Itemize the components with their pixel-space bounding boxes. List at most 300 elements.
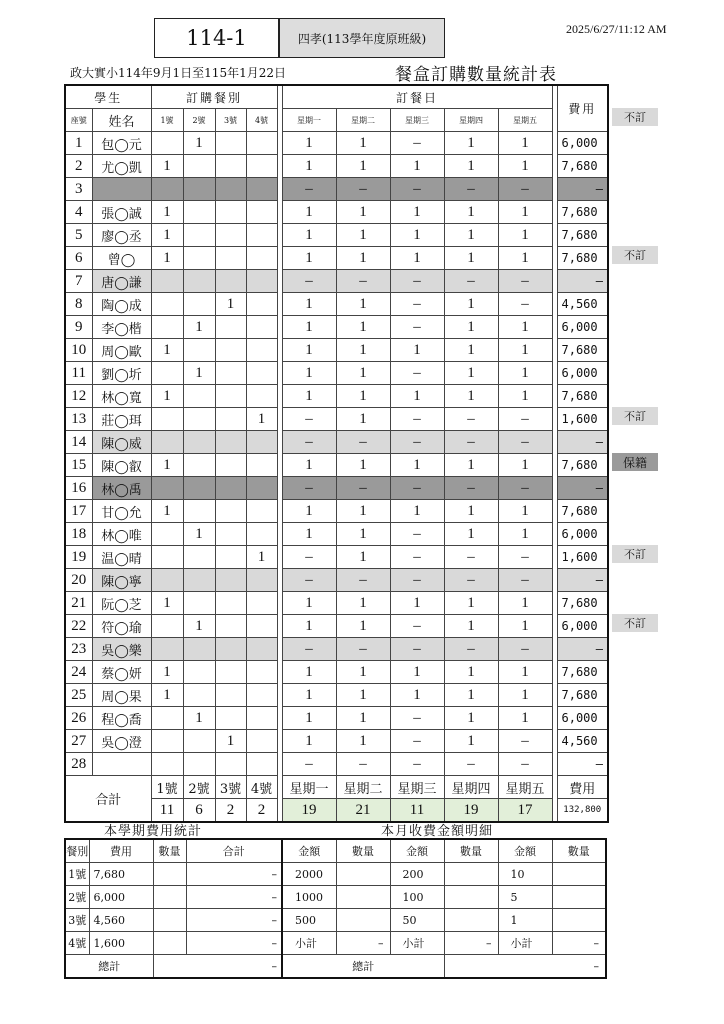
meal-type-1-cell: 1 <box>151 247 183 270</box>
day-1-cell: 1 <box>282 316 336 339</box>
meal-type-1-cell <box>151 546 183 569</box>
day-5-cell: 1 <box>498 201 552 224</box>
pay-amount: 小計 <box>390 932 444 955</box>
day-5-cell: 1 <box>498 684 552 707</box>
day-3-cell: – <box>390 477 444 500</box>
student-name: 蔡◯妍 <box>92 661 151 684</box>
stats-row <box>65 863 282 886</box>
seat-number: 12 <box>65 385 92 408</box>
day-5-cell: – <box>498 270 552 293</box>
meal-type-1-cell: 1 <box>151 224 183 247</box>
row-note: 不訂 <box>612 614 658 632</box>
day-5-cell: 1 <box>498 592 552 615</box>
day-monday-header: 星期一 <box>282 109 336 132</box>
day-3-cell: – <box>390 132 444 155</box>
day-5-cell: – <box>498 408 552 431</box>
meal-type-3-cell <box>215 546 246 569</box>
meal-type-4-cell <box>246 684 277 707</box>
seat-number: 22 <box>65 615 92 638</box>
fee-header: 費用 <box>557 85 608 132</box>
day-3-cell: – <box>390 569 444 592</box>
meal-type-3-cell <box>215 178 246 201</box>
meal-type-4-cell <box>246 224 277 247</box>
stats-grand-label: 總計 <box>65 955 153 979</box>
meal-type-1-cell <box>151 316 183 339</box>
meal-type-3-cell <box>215 362 246 385</box>
meal-type-1-cell <box>151 569 183 592</box>
meal-type-3-cell <box>215 615 246 638</box>
meal-type-3-cell <box>215 454 246 477</box>
day-3-cell: 1 <box>390 592 444 615</box>
day-1-cell: 1 <box>282 247 336 270</box>
student-row <box>65 546 608 569</box>
meal-type-3-cell: 1 <box>215 293 246 316</box>
meal-type-1-cell <box>151 270 183 293</box>
student-name: 曾◯ <box>92 247 151 270</box>
day-5-cell: – <box>498 753 552 776</box>
meal-type-1-cell <box>151 730 183 753</box>
student-name: 廖◯丞 <box>92 224 151 247</box>
day-2-cell: 1 <box>336 523 390 546</box>
day-4-cell: 1 <box>444 523 498 546</box>
day-1-cell: 1 <box>282 454 336 477</box>
stats-type: 3號 <box>65 909 89 932</box>
day-1-cell: 1 <box>282 592 336 615</box>
meal-type-3-cell <box>215 385 246 408</box>
meal-type-3-cell <box>215 316 246 339</box>
pay-qty <box>444 909 498 932</box>
total-meal-1-count: 11 <box>151 799 183 823</box>
meal-type-2-cell <box>183 730 215 753</box>
meal-type-4-cell <box>246 316 277 339</box>
pay-header-qty: 數量 <box>444 839 498 863</box>
pay-qty <box>444 863 498 886</box>
meal-type-4-cell <box>246 592 277 615</box>
pay-header-qty: 數量 <box>552 839 606 863</box>
total-day-2-label: 星期二 <box>336 776 390 799</box>
meal-type-4-cell: 1 <box>246 546 277 569</box>
meal-type-2-header: 2號 <box>183 109 215 132</box>
day-1-cell: – <box>282 408 336 431</box>
seat-number: 24 <box>65 661 92 684</box>
day-4-cell: 1 <box>444 615 498 638</box>
fee-cell: 7,680 <box>557 339 608 362</box>
meal-type-3-cell <box>215 569 246 592</box>
student-row <box>65 362 608 385</box>
day-4-cell: 1 <box>444 500 498 523</box>
meal-type-2-cell <box>183 270 215 293</box>
day-4-cell: – <box>444 753 498 776</box>
day-3-cell: – <box>390 316 444 339</box>
fee-cell: – <box>557 638 608 661</box>
day-3-cell: – <box>390 362 444 385</box>
seat-number: 14 <box>65 431 92 454</box>
stats-type: 1號 <box>65 863 89 886</box>
meal-type-2-cell <box>183 500 215 523</box>
meal-type-2-cell: 1 <box>183 523 215 546</box>
day-1-cell: 1 <box>282 707 336 730</box>
meal-type-1-cell: 1 <box>151 500 183 523</box>
seat-number: 7 <box>65 270 92 293</box>
seat-number: 6 <box>65 247 92 270</box>
seat-number: 16 <box>65 477 92 500</box>
day-3-cell: – <box>390 707 444 730</box>
day-4-cell: 1 <box>444 385 498 408</box>
day-1-cell: – <box>282 546 336 569</box>
payment-row <box>282 863 606 886</box>
meal-type-1-cell: 1 <box>151 385 183 408</box>
day-1-cell: 1 <box>282 293 336 316</box>
meal-type-4-cell <box>246 293 277 316</box>
day-2-cell: – <box>336 753 390 776</box>
day-5-cell: – <box>498 638 552 661</box>
meal-type-2-cell <box>183 247 215 270</box>
meal-type-4-cell <box>246 454 277 477</box>
day-1-cell: – <box>282 753 336 776</box>
student-name: 阮◯芝 <box>92 592 151 615</box>
meal-type-2-cell <box>183 546 215 569</box>
meal-type-1-cell <box>151 707 183 730</box>
day-wednesday-header: 星期三 <box>390 109 444 132</box>
student-row <box>65 201 608 224</box>
student-row <box>65 339 608 362</box>
seat-number: 17 <box>65 500 92 523</box>
row-note: 保籍 <box>612 453 658 471</box>
stats-fee: 7,680 <box>89 863 153 886</box>
fee-cell: 7,680 <box>557 592 608 615</box>
stats-fee: 6,000 <box>89 886 153 909</box>
day-1-cell: – <box>282 638 336 661</box>
meal-type-3-header: 3號 <box>215 109 246 132</box>
day-5-cell: 1 <box>498 707 552 730</box>
student-row <box>65 615 608 638</box>
stats-qty <box>153 863 186 886</box>
meal-type-2-cell <box>183 477 215 500</box>
day-4-cell: 1 <box>444 661 498 684</box>
day-3-cell: – <box>390 431 444 454</box>
meal-type-4-cell <box>246 569 277 592</box>
meal-type-3-cell <box>215 247 246 270</box>
student-name: 劉◯圻 <box>92 362 151 385</box>
day-2-cell: 1 <box>336 707 390 730</box>
fee-cell: 7,680 <box>557 201 608 224</box>
pay-amount: 5 <box>498 886 552 909</box>
pay-qty: – <box>444 932 498 955</box>
day-2-cell: 1 <box>336 293 390 316</box>
student-name: 張◯誠 <box>92 201 151 224</box>
student-row <box>65 270 608 293</box>
fee-cell: 7,680 <box>557 247 608 270</box>
payment-row <box>282 886 606 909</box>
total-meal-2-label: 2號 <box>183 776 215 799</box>
meal-type-1-cell: 1 <box>151 661 183 684</box>
day-2-cell: 1 <box>336 132 390 155</box>
student-name: 尤◯凱 <box>92 155 151 178</box>
order-day-header: 訂餐日 <box>282 85 552 109</box>
meal-type-2-cell <box>183 155 215 178</box>
fee-cell: 6,000 <box>557 615 608 638</box>
meal-type-4-cell <box>246 523 277 546</box>
stats-header-qty: 數量 <box>153 839 186 863</box>
pay-grand-label: 總計 <box>282 955 444 979</box>
meal-type-4-cell <box>246 730 277 753</box>
day-2-cell: 1 <box>336 730 390 753</box>
meal-type-2-cell <box>183 569 215 592</box>
meal-type-4-cell <box>246 178 277 201</box>
day-5-cell: 1 <box>498 661 552 684</box>
pay-amount: 100 <box>390 886 444 909</box>
student-row <box>65 500 608 523</box>
day-4-cell: 1 <box>444 201 498 224</box>
pay-amount: 1000 <box>282 886 336 909</box>
pay-amount: 2000 <box>282 863 336 886</box>
meal-type-1-cell <box>151 615 183 638</box>
semester-stats-table <box>64 838 283 979</box>
day-4-cell: – <box>444 431 498 454</box>
stats-fee: 1,600 <box>89 932 153 955</box>
student-row <box>65 155 608 178</box>
student-row <box>65 707 608 730</box>
meal-type-1-cell: 1 <box>151 155 183 178</box>
meal-type-1-cell: 1 <box>151 201 183 224</box>
meal-type-2-cell <box>183 592 215 615</box>
day-2-cell: – <box>336 178 390 201</box>
stats-header-type: 餐別 <box>65 839 89 863</box>
meal-type-3-cell <box>215 592 246 615</box>
day-2-cell: 1 <box>336 500 390 523</box>
day-tuesday-header: 星期二 <box>336 109 390 132</box>
day-5-cell: – <box>498 477 552 500</box>
total-label: 合計 <box>65 776 151 823</box>
pay-amount: 小計 <box>498 932 552 955</box>
seat-number: 2 <box>65 155 92 178</box>
day-5-cell: – <box>498 730 552 753</box>
meal-type-2-cell <box>183 661 215 684</box>
stats-row <box>65 932 282 955</box>
student-row <box>65 523 608 546</box>
student-row <box>65 385 608 408</box>
meal-type-1-cell <box>151 753 183 776</box>
seat-number: 11 <box>65 362 92 385</box>
day-4-cell: 1 <box>444 293 498 316</box>
day-4-cell: – <box>444 477 498 500</box>
pay-qty: – <box>336 932 390 955</box>
day-3-cell: 1 <box>390 247 444 270</box>
day-friday-header: 星期五 <box>498 109 552 132</box>
seat-number: 21 <box>65 592 92 615</box>
meal-type-4-cell <box>246 615 277 638</box>
student-row <box>65 638 608 661</box>
stats-qty <box>153 909 186 932</box>
day-3-cell: 1 <box>390 385 444 408</box>
meal-type-2-cell <box>183 638 215 661</box>
total-day-1-label: 星期一 <box>282 776 336 799</box>
day-5-cell: 1 <box>498 224 552 247</box>
seat-number: 9 <box>65 316 92 339</box>
meal-type-4-cell <box>246 339 277 362</box>
total-meal-4-label: 4號 <box>246 776 277 799</box>
stats-qty <box>153 886 186 909</box>
day-thursday-header: 星期四 <box>444 109 498 132</box>
day-3-cell: – <box>390 270 444 293</box>
meal-type-1-cell <box>151 431 183 454</box>
payment-row <box>282 909 606 932</box>
day-1-cell: 1 <box>282 362 336 385</box>
student-row <box>65 592 608 615</box>
student-name: 吳◯樂 <box>92 638 151 661</box>
stats-header-fee: 費用 <box>89 839 153 863</box>
day-3-cell: – <box>390 546 444 569</box>
student-row <box>65 730 608 753</box>
student-row <box>65 247 608 270</box>
stats-qty <box>153 932 186 955</box>
stats-type: 2號 <box>65 886 89 909</box>
day-1-cell: 1 <box>282 730 336 753</box>
stats-total: – <box>186 932 282 955</box>
grade-label: 四孝(113學年度原班級) <box>279 18 445 58</box>
pay-amount: 500 <box>282 909 336 932</box>
pay-qty <box>552 863 606 886</box>
meal-type-4-cell <box>246 362 277 385</box>
meal-type-3-cell <box>215 500 246 523</box>
day-4-cell: 1 <box>444 592 498 615</box>
meal-type-3-cell <box>215 684 246 707</box>
day-3-cell: – <box>390 753 444 776</box>
sheet-title: 餐盒訂購數量統計表 <box>395 65 557 85</box>
day-3-cell: 1 <box>390 661 444 684</box>
day-2-cell: 1 <box>336 592 390 615</box>
day-2-cell: – <box>336 569 390 592</box>
class-code: 114-1 <box>154 18 279 58</box>
day-1-cell: 1 <box>282 132 336 155</box>
day-2-cell: – <box>336 638 390 661</box>
meal-type-4-header: 4號 <box>246 109 277 132</box>
day-2-cell: – <box>336 270 390 293</box>
row-note: 不訂 <box>612 108 658 126</box>
total-day-5-label: 星期五 <box>498 776 552 799</box>
student-row <box>65 316 608 339</box>
day-4-cell: 1 <box>444 362 498 385</box>
pay-header-amount: 金額 <box>498 839 552 863</box>
day-1-cell: – <box>282 477 336 500</box>
seat-number: 25 <box>65 684 92 707</box>
day-5-cell: 1 <box>498 339 552 362</box>
fee-cell: 4,560 <box>557 293 608 316</box>
day-2-cell: 1 <box>336 224 390 247</box>
day-3-cell: – <box>390 615 444 638</box>
day-2-cell: 1 <box>336 661 390 684</box>
day-4-cell: 1 <box>444 316 498 339</box>
fee-cell: 7,680 <box>557 454 608 477</box>
meal-type-3-cell <box>215 224 246 247</box>
total-day-1-count: 19 <box>282 799 336 823</box>
fee-cell: 6,000 <box>557 132 608 155</box>
student-name: 吳◯澄 <box>92 730 151 753</box>
fee-cell: 7,680 <box>557 385 608 408</box>
meal-type-2-cell <box>183 224 215 247</box>
day-5-cell: 1 <box>498 454 552 477</box>
day-2-cell: – <box>336 431 390 454</box>
fee-cell: 6,000 <box>557 362 608 385</box>
stats-total: – <box>186 886 282 909</box>
student-name: 唐◯謙 <box>92 270 151 293</box>
meal-type-2-cell: 1 <box>183 132 215 155</box>
meal-type-3-cell <box>215 753 246 776</box>
student-name <box>92 753 151 776</box>
order-type-header: 訂購餐別 <box>151 85 277 109</box>
student-name: 陳◯威 <box>92 431 151 454</box>
day-4-cell: 1 <box>444 247 498 270</box>
day-3-cell: 1 <box>390 155 444 178</box>
student-name: 莊◯珥 <box>92 408 151 431</box>
meal-type-2-cell <box>183 408 215 431</box>
day-5-cell: 1 <box>498 155 552 178</box>
meal-type-2-cell <box>183 293 215 316</box>
pay-amount: 50 <box>390 909 444 932</box>
day-2-cell: 1 <box>336 454 390 477</box>
meal-type-4-cell <box>246 201 277 224</box>
meal-type-2-cell <box>183 339 215 362</box>
day-3-cell: – <box>390 178 444 201</box>
seat-number: 23 <box>65 638 92 661</box>
seat-number: 5 <box>65 224 92 247</box>
row-note: 不訂 <box>612 246 658 264</box>
day-2-cell: 1 <box>336 155 390 178</box>
day-1-cell: 1 <box>282 661 336 684</box>
seat-number: 15 <box>65 454 92 477</box>
seat-number: 8 <box>65 293 92 316</box>
day-5-cell: 1 <box>498 247 552 270</box>
student-row <box>65 224 608 247</box>
stats-header-total: 合計 <box>186 839 282 863</box>
stats-type: 4號 <box>65 932 89 955</box>
pay-amount: 1 <box>498 909 552 932</box>
pay-amount: 200 <box>390 863 444 886</box>
student-name: 程◯喬 <box>92 707 151 730</box>
pay-header-amount: 金額 <box>390 839 444 863</box>
fee-cell: 6,000 <box>557 707 608 730</box>
meal-type-2-cell: 1 <box>183 615 215 638</box>
meal-type-1-cell <box>151 178 183 201</box>
period-range: 政大實小114年9月1日至115年1月22日 <box>70 66 286 80</box>
day-4-cell: – <box>444 638 498 661</box>
meal-type-4-cell <box>246 247 277 270</box>
fee-cell: – <box>557 569 608 592</box>
day-4-cell: 1 <box>444 339 498 362</box>
meal-type-4-cell <box>246 155 277 178</box>
fee-cell: 7,680 <box>557 224 608 247</box>
meal-type-2-cell: 1 <box>183 362 215 385</box>
student-name: 符◯瑜 <box>92 615 151 638</box>
meal-type-3-cell: 1 <box>215 730 246 753</box>
day-4-cell: – <box>444 408 498 431</box>
meal-type-4-cell <box>246 270 277 293</box>
meal-type-2-cell <box>183 178 215 201</box>
student-row <box>65 132 608 155</box>
meal-type-3-cell <box>215 707 246 730</box>
student-name: 陳◯叡 <box>92 454 151 477</box>
meal-type-4-cell <box>246 385 277 408</box>
day-3-cell: – <box>390 523 444 546</box>
meal-type-4-cell <box>246 431 277 454</box>
payment-row <box>282 932 606 955</box>
meal-type-3-cell <box>215 201 246 224</box>
day-5-cell: 1 <box>498 523 552 546</box>
meal-type-3-cell <box>215 155 246 178</box>
day-3-cell: 1 <box>390 339 444 362</box>
student-name: 林◯寬 <box>92 385 151 408</box>
meal-type-4-cell: 1 <box>246 408 277 431</box>
